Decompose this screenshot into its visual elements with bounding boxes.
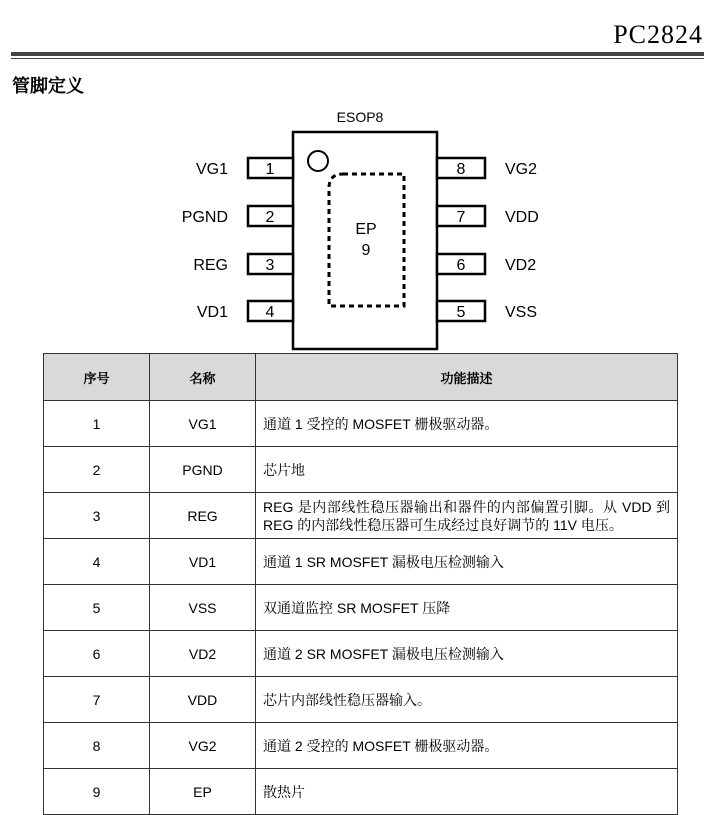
pin-number: 7 (456, 209, 466, 226)
row-desc: 双通道监控 SR MOSFET 压降 (256, 585, 678, 631)
row-name: VG2 (150, 723, 256, 769)
pin-name: VDD (505, 209, 539, 226)
table-row (44, 447, 678, 493)
row-num: 1 (44, 401, 150, 447)
row-name: EP (150, 769, 256, 815)
pin-number: 3 (265, 257, 275, 274)
table-row (44, 493, 678, 539)
pin-number: 6 (456, 257, 466, 274)
table-row (44, 539, 678, 585)
row-desc: REG 是内部线性稳压器输出和器件的内部偏置引脚。从 VDD 到 REG 的内部线性稳压器可生成经过良好调节的 11V 电压。 (256, 493, 678, 539)
left-pins (182, 158, 293, 321)
header-rule-thick (11, 52, 704, 56)
header-name: 名称 (150, 354, 256, 401)
row-num: 2 (44, 447, 150, 493)
table-row (44, 585, 678, 631)
table-row (44, 401, 678, 447)
package-label: ESOP8 (336, 109, 384, 125)
row-num: 5 (44, 585, 150, 631)
header-rule-thin (11, 58, 704, 59)
pin-name: VD1 (196, 304, 228, 321)
row-desc: 芯片地 (256, 447, 678, 493)
table-body (44, 401, 678, 815)
row-num: 9 (44, 769, 150, 815)
row-desc: 散热片 (256, 769, 678, 815)
pin-number: 2 (265, 209, 275, 226)
header-num: 序号 (44, 354, 150, 401)
table-header-row (44, 354, 678, 401)
ep-label: EP (355, 221, 377, 238)
pin-name: REG (193, 257, 228, 274)
table-row (44, 677, 678, 723)
pin-number: 5 (456, 304, 466, 321)
pin-name: VG1 (195, 161, 228, 178)
pin-number: 8 (456, 161, 466, 178)
row-name: VD1 (150, 539, 256, 585)
pin-number: 4 (265, 304, 275, 321)
pin-name: VD2 (505, 257, 537, 274)
pin-name: VSS (505, 304, 538, 321)
row-name: REG (150, 493, 256, 539)
row-num: 7 (44, 677, 150, 723)
row-name: VSS (150, 585, 256, 631)
row-name: VG1 (150, 401, 256, 447)
header-desc: 功能描述 (256, 354, 678, 401)
right-pins (437, 158, 539, 321)
row-name: PGND (150, 447, 256, 493)
row-desc: 通道 2 受控的 MOSFET 栅极驱动器。 (256, 723, 678, 769)
pinout-diagram (0, 100, 725, 353)
row-desc: 通道 2 SR MOSFET 漏极电压检测输入 (256, 631, 678, 677)
pin-name: PGND (181, 209, 228, 226)
table-row (44, 631, 678, 677)
chip-body (293, 132, 437, 349)
table-row (44, 723, 678, 769)
row-num: 4 (44, 539, 150, 585)
row-desc: 通道 1 SR MOSFET 漏极电压检测输入 (256, 539, 678, 585)
row-name: VD2 (150, 631, 256, 677)
pin-number: 1 (265, 161, 275, 178)
part-number: PC2824 (613, 20, 703, 49)
row-name: VDD (150, 677, 256, 723)
row-num: 3 (44, 493, 150, 539)
row-desc: 通道 1 受控的 MOSFET 栅极驱动器。 (256, 401, 678, 447)
ep-number: 9 (361, 242, 371, 259)
row-desc: 芯片内部线性稳压器输入。 (256, 677, 678, 723)
pin-table (43, 353, 678, 815)
section-title: 管脚定义 (12, 76, 84, 97)
row-num: 6 (44, 631, 150, 677)
row-num: 8 (44, 723, 150, 769)
pin-name: VG2 (505, 161, 538, 178)
